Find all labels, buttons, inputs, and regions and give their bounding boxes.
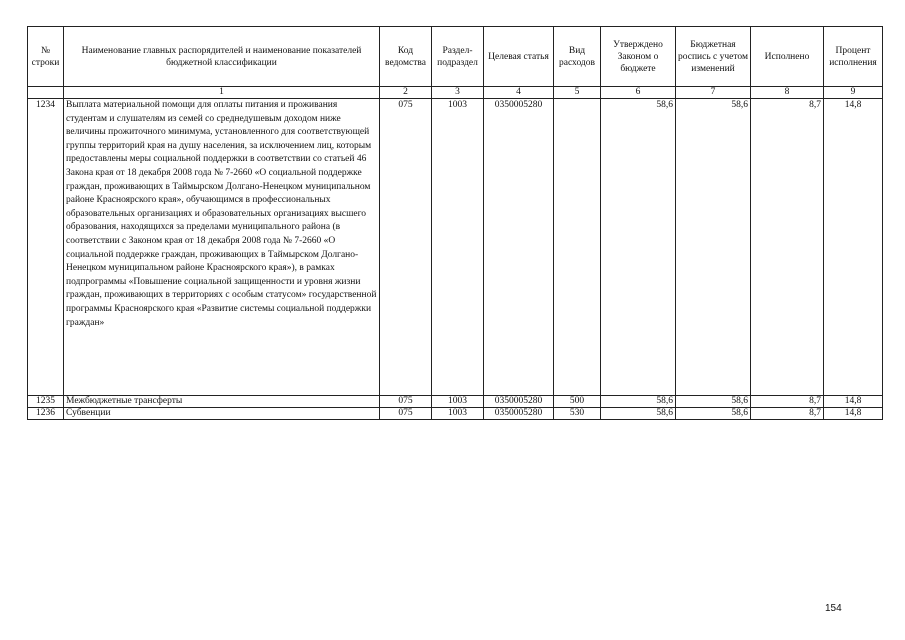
department-code: 075 — [380, 408, 432, 420]
target-article: 0350005280 — [484, 408, 554, 420]
column-number: 7 — [676, 87, 751, 99]
table-row — [28, 99, 883, 396]
department-code: 075 — [380, 396, 432, 408]
column-number: 2 — [380, 87, 432, 99]
header-approved: Утверждено Законом о бюджете — [601, 27, 676, 87]
header-target-article: Целевая статья — [484, 27, 554, 87]
column-number: 5 — [554, 87, 601, 99]
header-department-code: Код ведомства — [380, 27, 432, 87]
header-expense-type: Вид расходов — [554, 27, 601, 87]
column-number: 9 — [824, 87, 883, 99]
executed-value: 8,7 — [751, 396, 824, 408]
approved-value: 58,6 — [601, 408, 676, 420]
expense-type: 530 — [554, 408, 601, 420]
row-number: 1234 — [28, 99, 64, 396]
expense-type: 500 — [554, 396, 601, 408]
column-number: 6 — [601, 87, 676, 99]
column-numbers-row — [28, 87, 883, 99]
table-header-row — [28, 27, 883, 87]
budget-list-value: 58,6 — [676, 396, 751, 408]
row-number: 1235 — [28, 396, 64, 408]
header-percent: Процент исполнения — [824, 27, 883, 87]
percent-value: 14,8 — [824, 99, 883, 396]
percent-value: 14,8 — [824, 396, 883, 408]
approved-value: 58,6 — [601, 99, 676, 396]
row-name: Субвенции — [64, 408, 380, 420]
budget-list-value: 58,6 — [676, 408, 751, 420]
row-name: Выплата материальной помощи для оплаты питания и проживания студентам и слушателям из семей со среднедушевым доходом ниже величины прожиточного минимума, установленного для соответствующей группы территорий края на душу населения, за исключением лиц, которым предоставлены меры социальной поддержки в соответствии со статьей 46 Закона края от 18 декабря 2008 года № 7-2660 «О социальной поддержке граждан, проживающих в Таймырском Долгано-Ненецком муниципальном районе Красноярского края», обучающимся в профессиональных образовательных организациях и образовательных организациях высшего образования, находящихся за пределами муниципального района (в соответствии с Законом края от 18 декабря 2008 года № 7-2660 «О социальной поддержке граждан, проживающих в Таймырском Долгано-Ненецком муниципальном районе Красноярского края»), в рамках подпрограммы «Повышение социальной защищенности и уровня жизни граждан, проживающих в территориях с особым статусом» государственной программы Красноярского края «Развитие системы социальной поддержки граждан» — [64, 99, 380, 396]
department-code: 075 — [380, 99, 432, 396]
table-row — [28, 408, 883, 420]
executed-value: 8,7 — [751, 408, 824, 420]
target-article: 0350005280 — [484, 396, 554, 408]
header-row-number: № строки — [28, 27, 64, 87]
header-budget-list: Бюджетная роспись с учетом изменений — [676, 27, 751, 87]
approved-value: 58,6 — [601, 396, 676, 408]
executed-value: 8,7 — [751, 99, 824, 396]
percent-value: 14,8 — [824, 408, 883, 420]
section-code: 1003 — [432, 99, 484, 396]
expense-type — [554, 99, 601, 396]
section-code: 1003 — [432, 396, 484, 408]
target-article: 0350005280 — [484, 99, 554, 396]
column-number — [28, 87, 64, 99]
budget-execution-table — [27, 26, 883, 420]
row-name: Межбюджетные трансферты — [64, 396, 380, 408]
column-number: 1 — [64, 87, 380, 99]
budget-list-value: 58,6 — [676, 99, 751, 396]
table-row — [28, 396, 883, 408]
column-number: 4 — [484, 87, 554, 99]
column-number: 8 — [751, 87, 824, 99]
header-name: Наименование главных распорядителей и наименование показателей бюджетной классификации — [64, 27, 380, 87]
header-executed: Исполнено — [751, 27, 824, 87]
row-number: 1236 — [28, 408, 64, 420]
column-number: 3 — [432, 87, 484, 99]
section-code: 1003 — [432, 408, 484, 420]
header-section: Раздел-подраздел — [432, 27, 484, 87]
page-number: 154 — [825, 603, 842, 614]
